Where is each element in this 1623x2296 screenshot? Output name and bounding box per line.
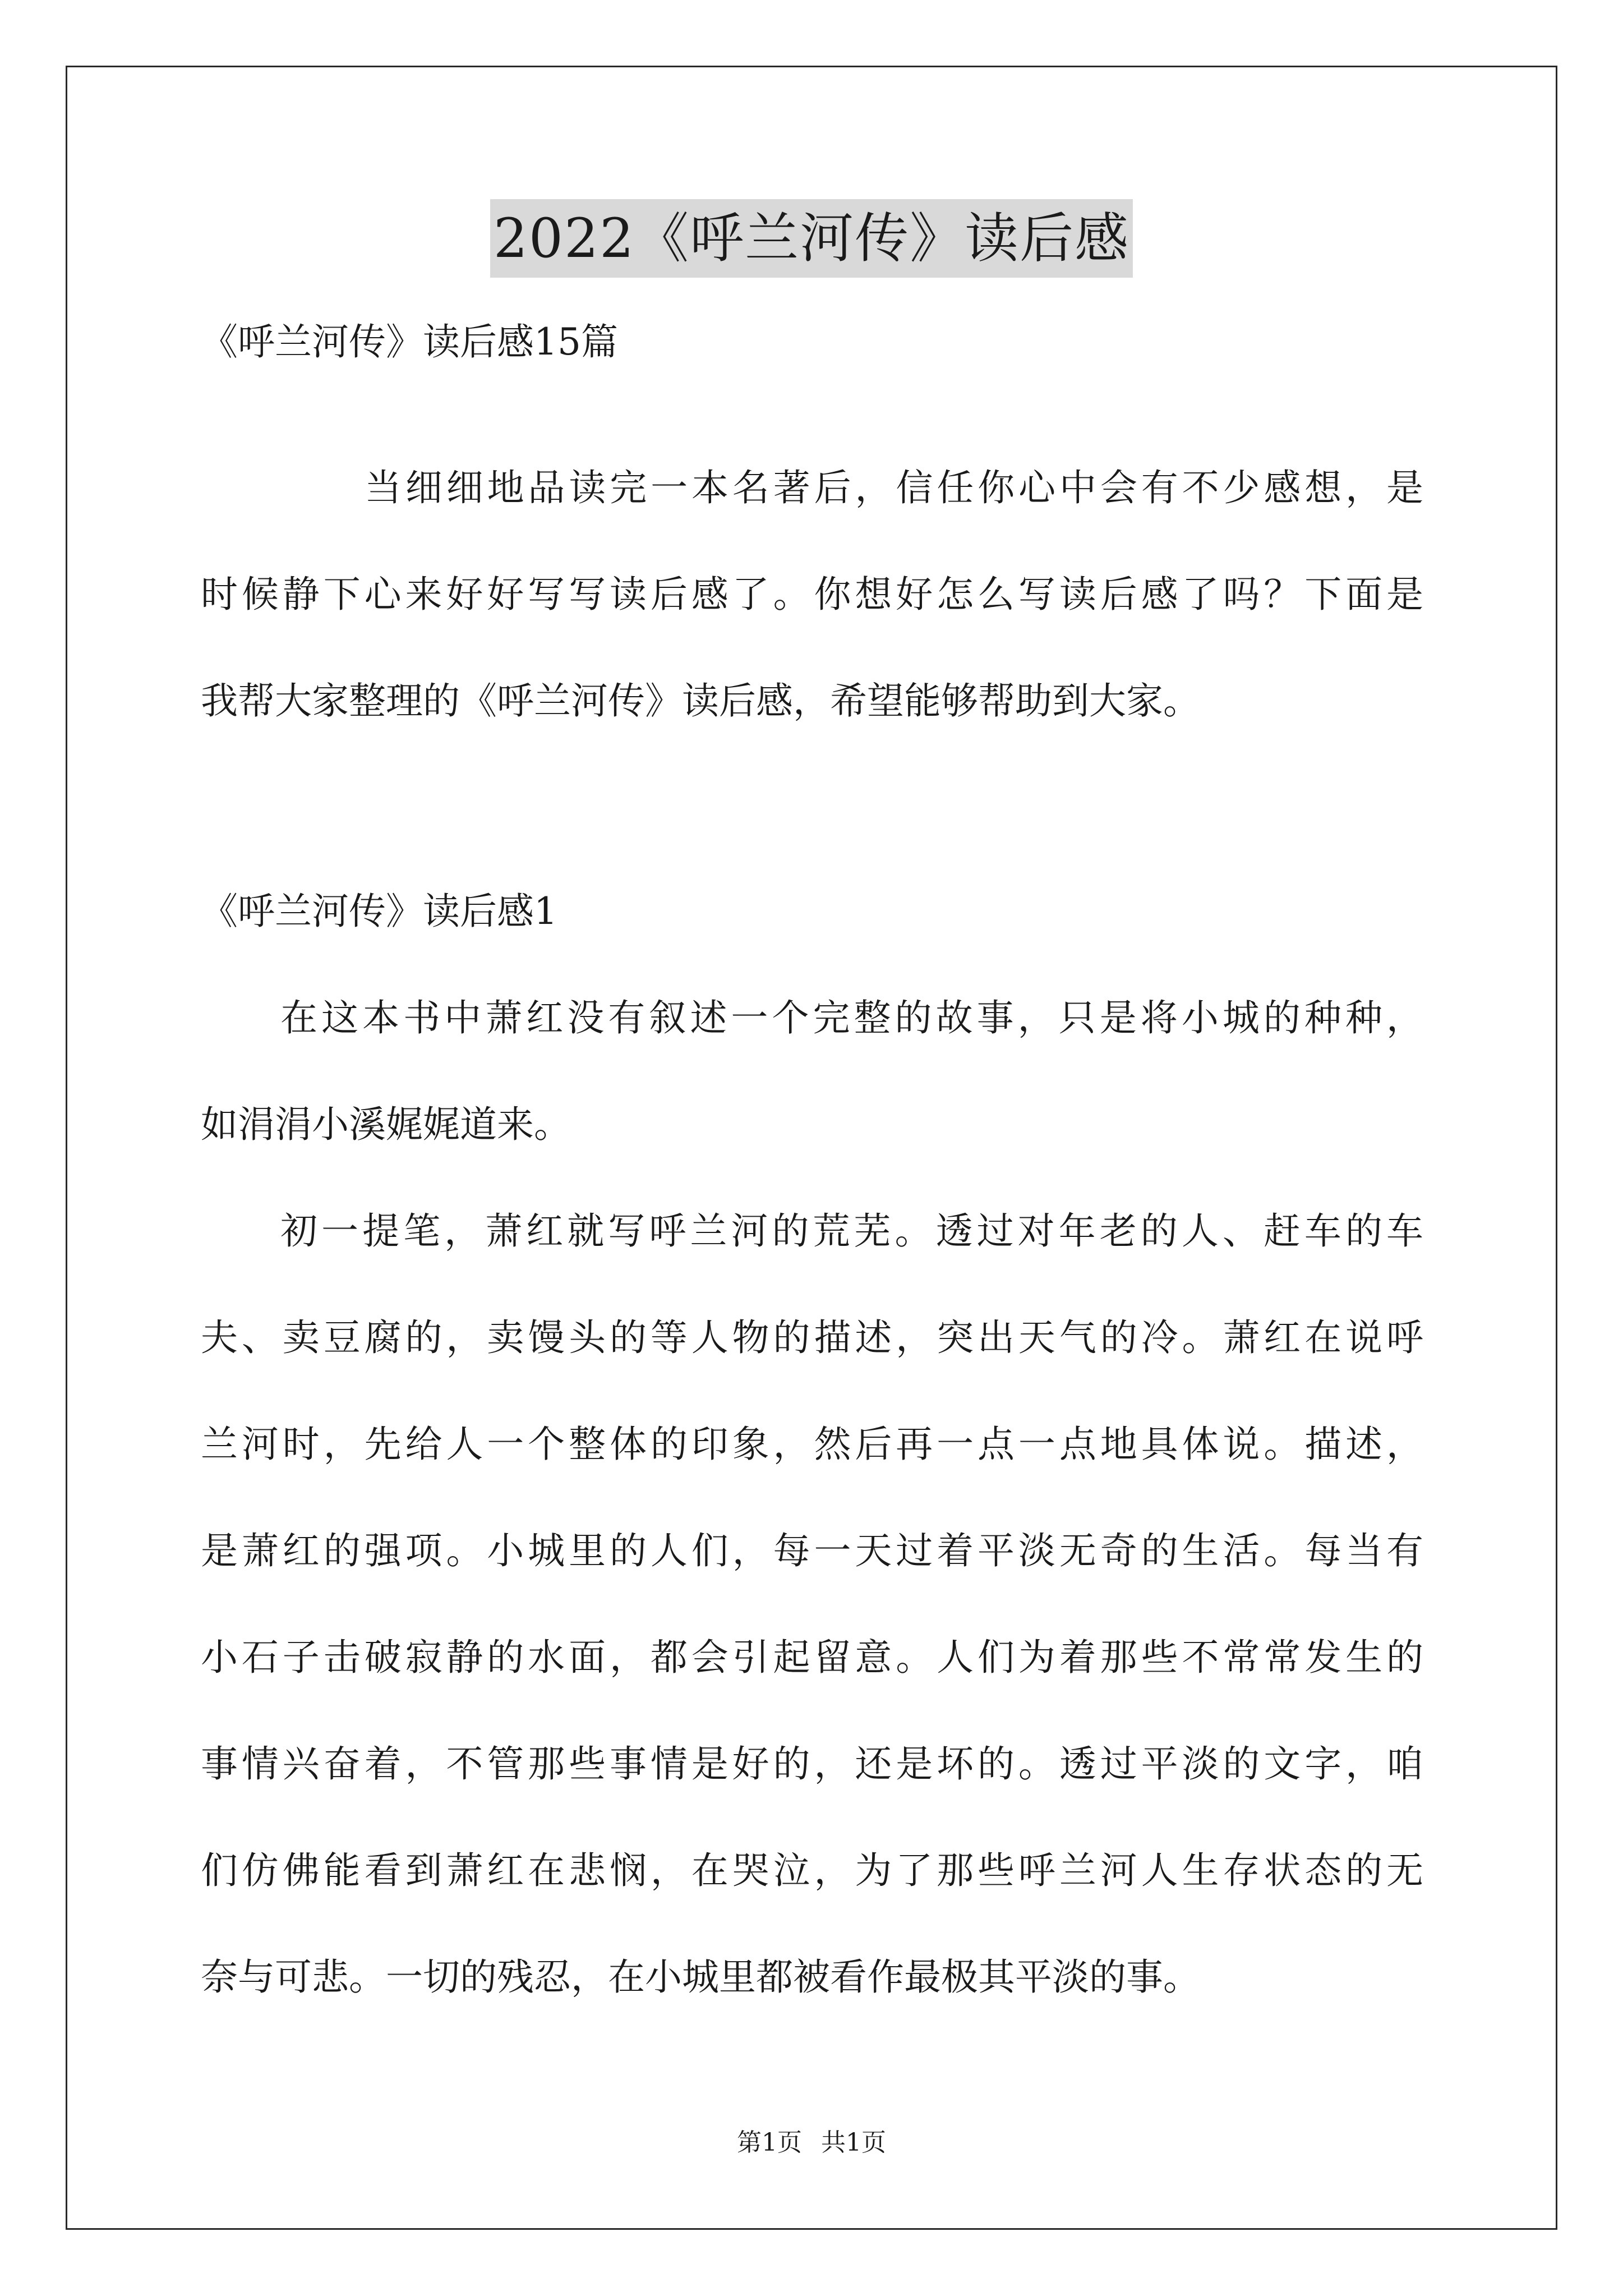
paragraph2-line-3: 兰河时，先给人一个整体的印象，然后再一点一点地具体说。描述， (201, 1423, 1423, 1466)
paragraph2-line-6: 事情兴奋着，不管那些事情是好的，还是坏的。透过平淡的文字，咱 (201, 1742, 1423, 1786)
title-container (0, 199, 1623, 278)
paragraph1-line-1: 在这本书中萧红没有叙述一个完整的故事，只是将小城的种种， (280, 996, 1423, 1039)
intro-line-1: 当细细地品读完一本名著后，信任你心中会有不少感想，是 (365, 466, 1423, 509)
paragraph2-line-2: 夫、卖豆腐的，卖馒头的等人物的描述，突出天气的冷。萧红在说呼 (201, 1316, 1423, 1359)
intro-line-2: 时候静下心来好好写写读后感了。你想好怎么写读后感了吗？下面是 (201, 573, 1423, 616)
paragraph2-line-5: 小石子击破寂静的水面，都会引起留意。人们为着那些不常常发生的 (201, 1636, 1423, 1679)
paragraph1-line-2: 如涓涓小溪娓娓道来。 (201, 1103, 571, 1146)
page-number: 第1页 (737, 2128, 802, 2157)
paragraph2-line-4: 是萧红的强项。小城里的人们，每一天过着平淡无奇的生活。每当有 (201, 1529, 1423, 1572)
document-title: 2022《呼兰河传》读后感 (490, 199, 1133, 278)
paragraph2-line-7: 们仿佛能看到萧红在悲悯，在哭泣，为了那些呼兰河人生存状态的无 (201, 1849, 1423, 1892)
document-subtitle: 《呼兰河传》读后感15篇 (201, 320, 618, 364)
section-heading: 《呼兰河传》读后感1 (201, 890, 557, 933)
paragraph2-line-1: 初一提笔，萧红就写呼兰河的荒芜。透过对年老的人、赶车的车 (280, 1209, 1423, 1253)
intro-line-3: 我帮大家整理的《呼兰河传》读后感，希望能够帮助到大家。 (201, 679, 1200, 723)
paragraph2-line-8: 奈与可悲。一切的残忍，在小城里都被看作最极其平淡的事。 (201, 1955, 1200, 1999)
page-footer (0, 2126, 1623, 2160)
page-total: 共1页 (821, 2128, 886, 2157)
